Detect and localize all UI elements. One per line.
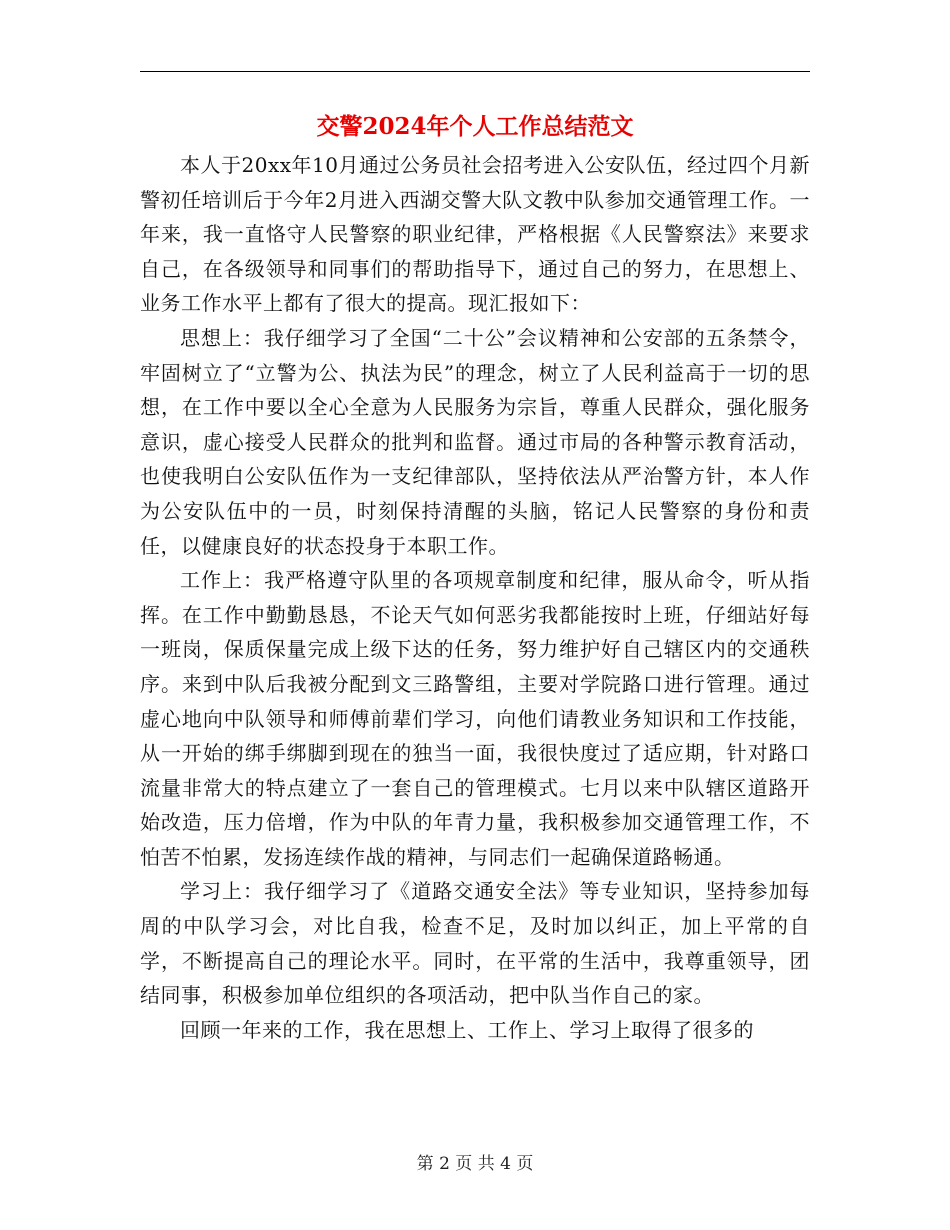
paragraph-intro: 本人于20xx年10月通过公务员社会招考进入公安队伍，经过四个月新警初任培训后于今年2月进入西湖交警大队文教中队参加交通管理工作。一年来，我一直恪守人民警察的职业纪律，严格根据《人民警察法》来要求自己，在各级领导和同事们的帮助指导下，通过自己的努力，在思想上、业务工作水平上都有了很大的提高。现汇报如下： [140,153,810,316]
header-rule [140,71,810,72]
document-title: 交警2024年个人工作总结范文 [316,113,634,140]
paragraph-review: 回顾一年来的工作，我在思想上、工作上、学习上取得了很多的 [180,1017,754,1042]
paragraph-work: 工作上：我严格遵守队里的各项规章制度和纪律，服从命令，听从指挥。在工作中勤勤恳恳，不论天气如何恶劣我都能按时上班，仔细站好每一班岗，保质保量完成上级下达的任务，努力维护好自己辖区内的交通秩序。来到中队后我被分配到文三路警组，主要对学院路口进行管理。通过虚心地向中队领导和师傅前辈们学习，向他们请教业务知识和工作技能，从一开始的绑手绑脚到现在的独当一面，我很快度过了适应期，针对路口流量非常大的特点建立了一套自己的管理模式。七月以来中队辖区道路开始改造，压力倍增，作为中队的年青力量，我积极参加交通管理工作，不怕苦不怕累，发扬连续作战的精神，与同志们一起确保道路畅通。 [140,568,810,869]
document-body [140,148,810,1047]
paragraph-thought: 思想上：我仔细学习了全国“二十公”会议精神和公安部的五条禁令，牢固树立了“立警为公、执法为民”的理念，树立了人民利益高于一切的思想，在工作中要以全心全意为人民服务为宗旨，尊重人民群众，强化服务意识，虚心接受人民群众的批判和监督。通过市局的各种警示教育活动，也使我明白公安队伍作为一支纪律部队，坚持依法从严治警方针，本人作为公安队伍中的一员，时刻保持清醒的头脑，铭记人民警察的身份和责任，以健康良好的状态投身于本职工作。 [140,325,810,558]
paragraph-study: 学习上：我仔细学习了《道路交通安全法》等专业知识，坚持参加每周的中队学习会，对比自我，检查不足，及时加以纠正，加上平常的自学，不断提高自己的理论水平。同时，在平常的生活中，我尊重领导，团结同事，积极参加单位组织的各项活动，把中队当作自己的家。 [140,879,810,1008]
page-number-footer: 第 2 页 共 4 页 [416,1154,534,1174]
